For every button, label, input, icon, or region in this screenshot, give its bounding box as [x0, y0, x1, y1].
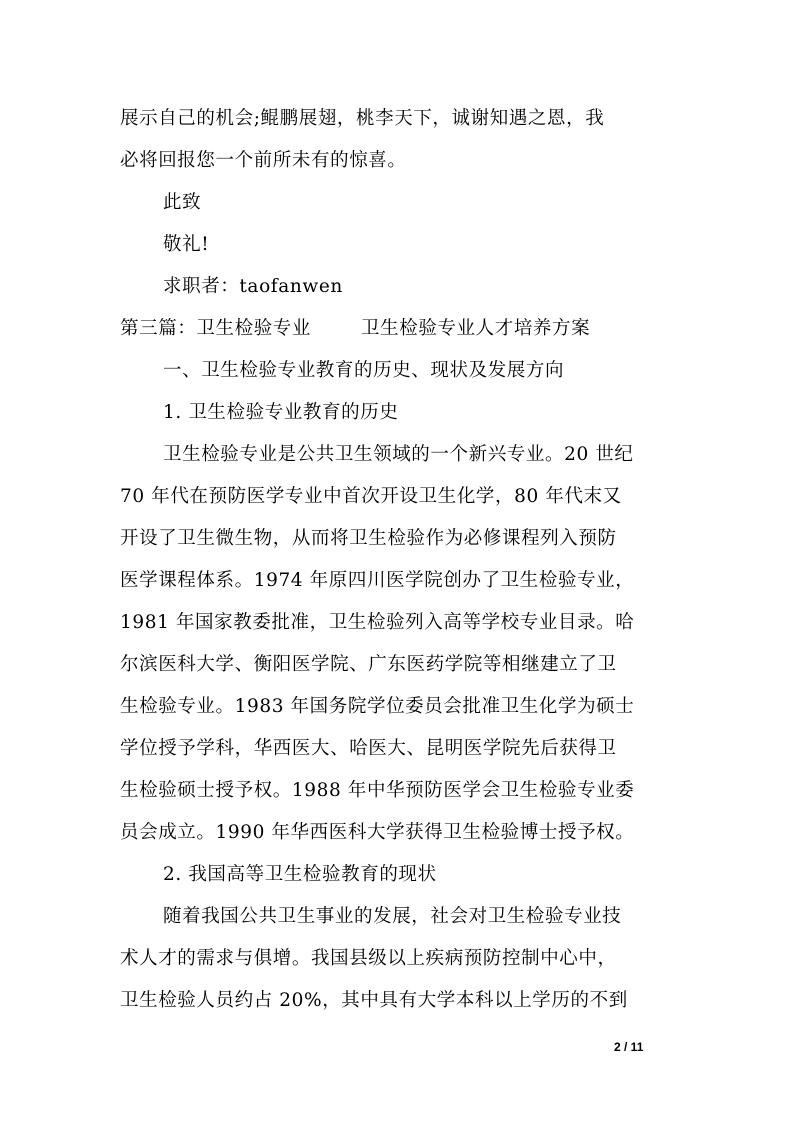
text-line: 展示自己的机会;鲲鹏展翅，桃李天下，诚谢知遇之恩，我: [120, 108, 605, 129]
section-title-part2: 卫生检验专业人才培养方案: [361, 318, 591, 339]
paragraph-line: 尔滨医科大学、衡阳医学院、广东医药学院等相继建立了卫: [120, 654, 617, 675]
text-line-salutation: 敬礼!: [163, 234, 210, 255]
text-line-closing: 此致: [163, 192, 202, 213]
paragraph-line: 卫生检验人员约占 20%，其中具有大学本科以上学历的不到: [120, 990, 628, 1011]
text-line-signature: 求职者：taofanwen: [163, 276, 343, 297]
section-heading: 一、卫生检验专业教育的历史、现状及发展方向: [163, 360, 565, 381]
paragraph-line: 学位授予学科，华西医大、哈医大、昆明医学院先后获得卫: [120, 738, 617, 759]
subsection-heading: 2. 我国高等卫生检验教育的现状: [163, 864, 437, 885]
paragraph-line: 生检验硕士授予权。1988 年中华预防医学会卫生检验专业委: [120, 780, 635, 801]
paragraph-line: 医学课程体系。1974 年原四川医学院创办了卫生检验专业，: [120, 570, 635, 591]
paragraph-line: 员会成立。1990 年华西医科大学获得卫生检验博士授予权。: [120, 822, 635, 843]
section-title-part1: 第三篇：卫生检验专业: [120, 318, 312, 339]
paragraph-line: 70 年代在预防医学专业中首次开设卫生化学，80 年代末又: [120, 486, 622, 507]
paragraph-line: 术人才的需求与俱增。我国县级以上疾病预防控制中心中，: [120, 948, 617, 969]
paragraph-line: 开设了卫生微生物，从而将卫生检验作为必修课程列入预防: [120, 528, 617, 549]
paragraph-line: 随着我国公共卫生事业的发展，社会对卫生检验专业技: [163, 906, 622, 927]
subsection-heading: 1. 卫生检验专业教育的历史: [163, 402, 399, 423]
text-line: 必将回报您一个前所未有的惊喜。: [120, 150, 407, 171]
paragraph-line: 卫生检验专业是公共卫生领域的一个新兴专业。20 世纪: [163, 444, 634, 465]
paragraph-line: 生检验专业。1983 年国务院学位委员会批准卫生化学为硕士: [120, 696, 635, 717]
paragraph-line: 1981 年国家教委批准，卫生检验列入高等学校专业目录。哈: [120, 612, 635, 633]
page-number: 2 / 11: [614, 1040, 644, 1054]
section-title: [120, 317, 680, 341]
